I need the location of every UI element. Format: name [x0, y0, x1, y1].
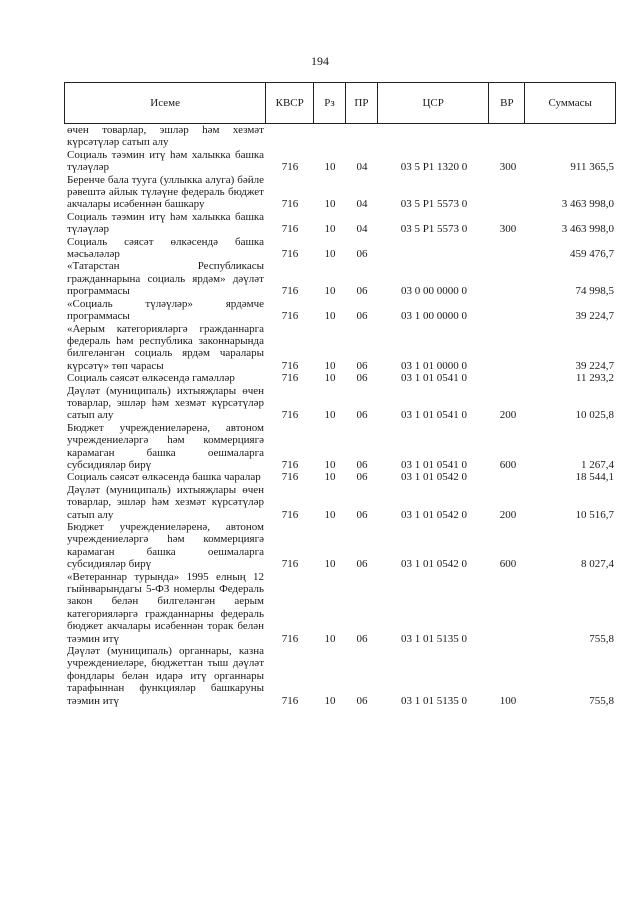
row-sum: 459 476,7	[570, 248, 614, 261]
header-pr: ПР	[346, 83, 378, 123]
row-rz: 10	[324, 310, 336, 323]
row-kvsr: 716	[281, 198, 299, 211]
row-csr: 03 1 01 5135 0	[401, 632, 467, 645]
row-kvsr: 716	[281, 508, 299, 521]
table-row	[64, 174, 616, 211]
table-header	[64, 82, 616, 124]
row-csr: 03 5 Р1 5573 0	[400, 223, 468, 236]
row-vr: 600	[499, 458, 517, 471]
row-name: Бюджет учреждениеләренә, автоном учреждениеләргә һәм коммерциягә карамаган башка оешмаларга субсидияләр бирү	[67, 521, 264, 571]
row-sum: 74 998,5	[575, 285, 614, 298]
table-row	[64, 323, 616, 373]
table-row	[64, 298, 616, 323]
row-kvsr: 716	[281, 409, 299, 422]
row-pr: 04	[356, 198, 368, 211]
row-rz: 10	[324, 409, 336, 422]
row-sum: 911 365,5	[570, 161, 614, 174]
row-rz: 10	[324, 632, 336, 645]
row-rz: 10	[324, 223, 336, 236]
row-csr: 03 5 Р1 1320 0	[400, 161, 468, 174]
table-row	[64, 211, 616, 236]
row-name: Дәүләт (муниципаль) ихтыяҗлары өчен товарлар, эшләр һәм хезмәт күрсәтүләр сатып алу	[67, 384, 264, 422]
row-rz: 10	[324, 248, 336, 261]
row-csr: 03 1 01 0000 0	[401, 359, 467, 372]
row-kvsr: 716	[281, 632, 299, 645]
row-vr: 300	[499, 161, 517, 174]
row-kvsr: 716	[281, 248, 299, 261]
table-row	[64, 260, 616, 297]
row-sum: 18 544,1	[575, 471, 614, 484]
table-row	[64, 484, 616, 521]
row-name: Дәүләт (муниципаль) ихтыяҗлары өчен товарлар, эшләр һәм хезмәт күрсәтүләр сатып алу	[67, 483, 264, 521]
row-rz: 10	[324, 198, 336, 211]
row-pr: 06	[356, 248, 368, 261]
row-rz: 10	[324, 508, 336, 521]
row-kvsr: 716	[281, 372, 299, 385]
row-csr: 03 5 Р1 5573 0	[400, 198, 468, 211]
table-row	[64, 236, 616, 261]
header-csr: ЦСР	[378, 83, 490, 123]
header-kvsr: КВСР	[266, 83, 314, 123]
row-sum: 755,8	[589, 632, 614, 645]
row-name: Социаль тәэмин итү һәм халыкка башка түләүләр	[67, 148, 264, 174]
row-pr: 06	[356, 285, 368, 298]
row-vr: 200	[499, 508, 517, 521]
row-name: Социаль сәясәт өлкәсендә башка чаралар	[67, 471, 261, 484]
row-vr: 200	[499, 409, 517, 422]
row-sum: 8 027,4	[581, 558, 614, 571]
row-pr: 06	[356, 310, 368, 323]
row-kvsr: 716	[281, 558, 299, 571]
row-pr: 04	[356, 223, 368, 236]
row-pr: 06	[356, 471, 368, 484]
row-pr: 04	[356, 161, 368, 174]
row-name: «Социаль түләүләр» ярдәмче программасы	[67, 297, 264, 323]
table-row	[64, 385, 616, 422]
row-kvsr: 716	[281, 458, 299, 471]
table-row	[64, 372, 616, 384]
row-csr: 03 1 01 0542 0	[401, 558, 467, 571]
row-name: Социаль сәясәт өлкәсендә башка мәсьәләләр	[67, 235, 264, 261]
row-name: Беренче бала тууга (уллыкка алуга) бәйле рәвештә айлык түләүне федераль бюджет акчалары исәбеннән башкару	[67, 173, 264, 211]
row-sum: 10 025,8	[575, 409, 614, 422]
table-body	[64, 124, 616, 707]
row-csr: 03 1 01 0541 0	[401, 372, 467, 385]
row-kvsr: 716	[281, 471, 299, 484]
table-row	[64, 571, 616, 645]
row-vr: 600	[499, 558, 517, 571]
row-csr: 03 1 01 0542 0	[401, 471, 467, 484]
row-name: «Татарстан Республикасы гражданнарына социаль ярдәм» дәүләт программасы	[67, 260, 264, 298]
row-kvsr: 716	[281, 285, 299, 298]
row-sum: 755,8	[589, 694, 614, 707]
row-vr: 300	[499, 223, 517, 236]
row-sum: 3 463 998,0	[561, 198, 614, 211]
row-csr: 03 1 01 0542 0	[401, 508, 467, 521]
row-rz: 10	[324, 694, 336, 707]
table-row	[64, 645, 616, 707]
row-vr: 100	[499, 694, 517, 707]
row-pr: 06	[356, 359, 368, 372]
row-sum: 11 293,2	[575, 372, 614, 385]
table-row	[64, 149, 616, 174]
row-kvsr: 716	[281, 310, 299, 323]
row-name: Бюджет учреждениеләренә, автоном учреждениеләргә һәм коммерциягә карамаган башка оешмаларга субсидияләр бирү	[67, 421, 264, 471]
header-rz: Рз	[314, 83, 346, 123]
row-name: өчен товарлар, эшләр һәм хезмәт күрсәтүләр сатып алу	[67, 124, 264, 149]
row-csr: 03 1 01 0541 0	[401, 409, 467, 422]
row-rz: 10	[324, 161, 336, 174]
row-name: «Ветераннар турында» 1995 елның 12 гыйнварындагы 5-ФЗ номерлы Федераль закон белән билгеләнгән аерым категорияләргә гражданнарны федераль бюджет акчалары исәбеннән торак белән тәэмин итү	[67, 570, 264, 645]
row-rz: 10	[324, 471, 336, 484]
row-pr: 06	[356, 372, 368, 385]
row-kvsr: 716	[281, 694, 299, 707]
row-pr: 06	[356, 558, 368, 571]
page-number: 194	[311, 54, 329, 68]
row-csr: 03 0 00 0000 0	[401, 285, 467, 298]
row-rz: 10	[324, 558, 336, 571]
row-pr: 06	[356, 632, 368, 645]
row-name: «Аерым категорияләргә гражданнарга федераль һәм республика законнарында билгеләнгән социаль ярдәм чаралары күрсәтү» төп чарасы	[67, 322, 264, 372]
row-kvsr: 716	[281, 223, 299, 236]
row-pr: 06	[356, 508, 368, 521]
row-csr: 03 1 00 0000 0	[401, 310, 467, 323]
row-sum: 39 224,7	[575, 310, 614, 323]
row-csr: 03 1 01 5135 0	[401, 694, 467, 707]
row-sum: 1 267,4	[581, 458, 614, 471]
row-rz: 10	[324, 458, 336, 471]
header-sum: Суммасы	[548, 97, 592, 109]
row-name: Социаль сәясәт өлкәсендә гамәлләр	[67, 372, 235, 385]
table-row	[64, 471, 616, 483]
row-name: Дәүләт (муниципаль) органнары, казна учреждениеләре, бюджеттан тыш дәүләт фондлары белән идарә итү органнары тарафыннан функцияләр башкаруны тәэмин итү	[67, 645, 264, 707]
row-kvsr: 716	[281, 359, 299, 372]
header-vr: ВР	[489, 83, 525, 123]
row-pr: 06	[356, 458, 368, 471]
row-rz: 10	[324, 359, 336, 372]
row-name: Социаль тәэмин итү һәм халыкка башка түләүләр	[67, 210, 264, 236]
table-row	[64, 521, 616, 571]
row-sum: 3 463 998,0	[561, 223, 614, 236]
table-row	[64, 124, 616, 149]
row-kvsr: 716	[281, 161, 299, 174]
table-row	[64, 422, 616, 472]
row-pr: 06	[356, 409, 368, 422]
row-rz: 10	[324, 285, 336, 298]
row-sum: 10 516,7	[575, 508, 614, 521]
header-name: Исеме	[65, 83, 266, 123]
row-pr: 06	[356, 694, 368, 707]
row-csr: 03 1 01 0541 0	[401, 458, 467, 471]
row-rz: 10	[324, 372, 336, 385]
row-sum: 39 224,7	[575, 359, 614, 372]
